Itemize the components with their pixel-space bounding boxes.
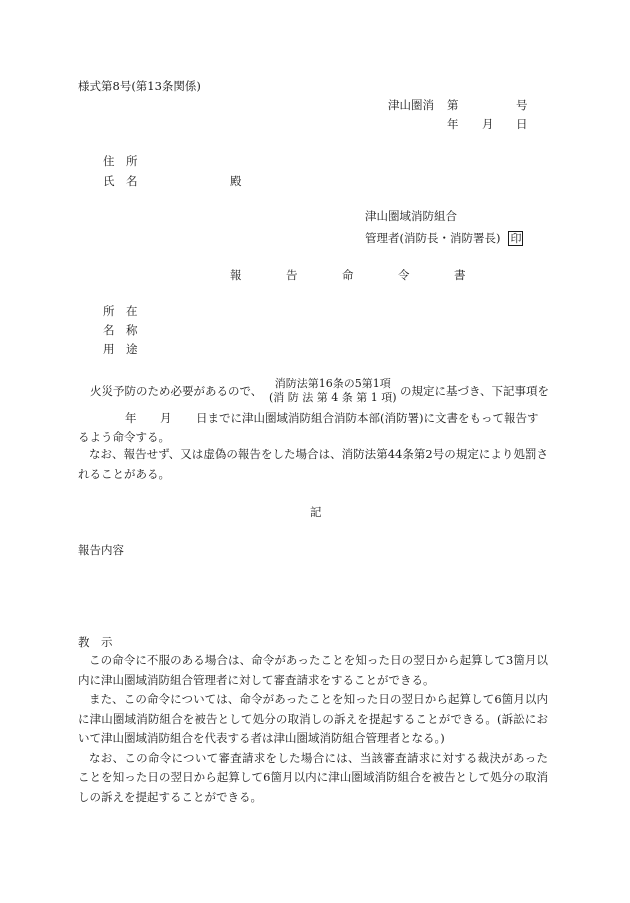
ki-marker: 記 [310,505,322,519]
doc-number-go: 号 [516,98,528,112]
doc-number-issuer: 津山圏消 [388,98,434,112]
recipient-honorific: 殿 [230,174,242,188]
penalty-paragraph [78,445,548,484]
penalty-text: なお、報告せず、又は虚偽の報告をした場合は、消防法第44条第2号の規定により処罰されることがある。 [78,447,548,481]
body-lead: 火災予防のため必要があるので、 [90,384,263,398]
seal-stamp: 印 [510,232,522,245]
law-options [269,377,397,405]
law-option-2: (消 防 法 第 4 条 第 1 項) [269,391,397,404]
title-char-5: 書 [454,268,466,282]
law-option-1: 消防法第16条の5第1項 [274,377,391,390]
sender-role-line [365,231,523,246]
deadline-rest: 日までに津山圏域消防組合消防本部(消防署)に文書をもって報告す [196,411,539,425]
recipient-name-label: 氏 名 [103,174,138,188]
target-use-label: 用 途 [103,342,138,356]
target-location-label: 所 在 [103,304,138,318]
report-content-label: 報告内容 [78,543,124,557]
date-month: 月 [482,117,494,131]
deadline-month: 月 [160,411,172,425]
title-char-3: 命 [342,268,354,282]
date-day: 日 [516,117,528,131]
sender-org: 津山圏域消防組合 [365,209,457,223]
recipient-address-label: 住 所 [103,154,138,168]
target-name-label: 名 称 [103,323,138,337]
title-char-1: 報 [230,268,242,282]
date-year: 年 [447,117,459,131]
instructions-body [78,651,548,807]
doc-number-dai: 第 [447,98,459,112]
body-line3: るよう命令する。 [78,430,170,444]
form-label: 様式第8号(第13条関係) [78,79,201,93]
body-trail: の規定に基づき、下記事項を [400,384,550,398]
title-char-4: 令 [398,268,410,282]
instructions-heading: 教 示 [78,635,113,649]
document-title [230,270,510,282]
deadline-year: 年 [125,411,137,425]
title-char-2: 告 [286,268,298,282]
instructions-p1: この命令に不服のある場合は、命令があったことを知った日の翌日から起算して3箇月以内に津山圏域消防組合管理者に対して審査請求をすることができる。 [78,653,548,687]
instructions-p3: なお、この命令について審査請求をした場合には、当該審査請求に対する裁決があったことを知った日の翌日から起算して6箇月以内に津山圏域消防組合を被告として処分の取消しの訴えを提起することができる。 [78,750,548,804]
instructions-p2: また、この命令については、命令があったことを知った日の翌日から起算して6箇月以内に津山圏域消防組合を被告として処分の取消しの訴えを提起することができる。(訴訟において津山圏域消防組合を代表する者は津山圏域消防組合管理者となる。) [78,692,548,745]
sender-role: 管理者(消防長・消防署長) [365,231,501,245]
